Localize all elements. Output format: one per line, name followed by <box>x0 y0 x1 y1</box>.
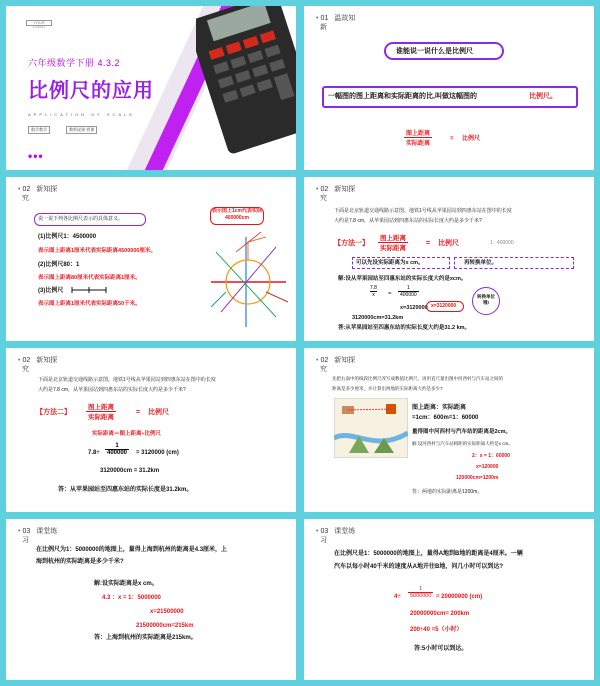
section-title-cont: 究 <box>22 195 29 202</box>
cover-tag-1: 数学教学 <box>28 126 50 134</box>
calc-fraction-den: 400000 <box>107 450 128 456</box>
problem-line-2: 大约是7.8 cm，从苹果园站到四惠东站的实际长度大约是多少千米? <box>38 387 186 393</box>
section-title: 新知探 <box>36 186 58 193</box>
proportion-right-den: 400000 <box>400 292 417 298</box>
definition-keyword: 比例尺。 <box>529 93 557 100</box>
hint-2: 再转换单位。 <box>464 260 498 266</box>
solution-step-3: 200÷40 =5（小时） <box>410 627 463 633</box>
proportion-right-num: 1 <box>406 285 410 291</box>
step-line-4: 解:设河西村与汽车站相距的实际距离大约是x cm。 <box>412 441 513 446</box>
proportion-right <box>398 285 419 298</box>
fraction-numerator: 图上距离 <box>406 131 431 137</box>
step-line-6: x=120000 <box>476 464 499 470</box>
answer-text: 答:从苹果园站至四惠东站的实际长度大约是31.2 km。 <box>338 325 471 331</box>
callout-text: 表示图上1cm代表实际400000cm <box>211 208 262 221</box>
scale-callout <box>210 207 264 225</box>
problem-line-2: 距离是多少厘米，并计算出两地的实际距离大约是多少? <box>332 386 443 391</box>
solution-step-1: 解:设实际距离是x cm。 <box>94 581 158 587</box>
slide-practice-2[interactable] <box>304 519 594 680</box>
item-1: (1)比例尺1：4500000 <box>38 234 97 240</box>
section-header: • 01 温故知 新 <box>316 14 376 32</box>
formula-fraction <box>378 233 408 252</box>
section-title: 新知探 <box>334 357 356 364</box>
unit-hint-text: 转换单位哦! <box>477 294 495 305</box>
result-bubble-text: x=3120000 <box>431 303 457 309</box>
formula-result: 比例尺 <box>438 240 459 247</box>
problem-line-2: 汽车以每小时40千米的速度从A地开往B地，问几小时可以到达? <box>334 564 504 570</box>
slide-explore-scale[interactable] <box>6 177 296 341</box>
section-number: 02 <box>22 186 31 193</box>
cover-english-title: APPLICATION OF SCALE <box>28 112 136 117</box>
section-title: 课堂练 <box>334 528 356 535</box>
formula-result: 比例尺 <box>148 409 169 416</box>
equals-sign: = <box>450 136 454 142</box>
solution-step-4: 21500000cm=215km <box>136 623 194 629</box>
solution-step-1-result: = 20000000 (cm) <box>436 594 483 600</box>
formula-fraction <box>404 128 432 147</box>
question-text: 谁能说一说什么是比例尺 <box>396 48 473 55</box>
section-header: • 03 课堂练 习 <box>18 527 78 545</box>
section-title-cont: 究 <box>22 366 29 373</box>
fraction-numerator: 图上距离 <box>380 235 406 242</box>
section-title: 课堂练 <box>36 528 58 535</box>
method-label: 【方法二】 <box>36 409 71 416</box>
slide-map-problem[interactable] <box>304 348 594 512</box>
hint-1: 可以先设实际距离为x cm。 <box>356 260 424 266</box>
section-number: 03 <box>320 528 329 535</box>
item-3: (3)比例尺 <box>38 288 64 294</box>
solution-step-3: x=21500000 <box>150 609 184 615</box>
cover-tag-2: 教师说课·授课 <box>66 126 97 134</box>
formula-fraction <box>86 402 116 421</box>
step-line-5: 2：x = 1：60000 <box>472 453 510 459</box>
proportion-left <box>370 285 377 298</box>
solution-fraction-num: 1 <box>419 586 423 592</box>
fraction-denominator: 实际距离 <box>86 411 116 421</box>
solution-step-3: x=3120000 <box>400 305 428 311</box>
fraction-denominator: 实际距离 <box>404 137 432 147</box>
slide-method-one[interactable] <box>304 177 594 341</box>
section-title: 新知探 <box>36 357 58 364</box>
section-number: 02 <box>22 357 31 364</box>
item-1-answer: 表示图上距离1厘米代表实际距离4500000厘米。 <box>38 248 156 254</box>
subway-map <box>206 232 292 332</box>
solution-step-2: 20000000cm= 200km <box>410 611 470 617</box>
problem-line-1: 在比例尺是1：5000000的地图上，量得A地到B地的距离是4厘米。一辆 <box>334 551 523 557</box>
section-title: 新知探 <box>334 186 356 193</box>
section-title-cont: 习 <box>320 537 327 544</box>
solution-fraction-den: 5000000 <box>410 593 432 599</box>
proportion-left-den: x <box>370 291 377 298</box>
section-header: • 03 课堂练 习 <box>316 527 376 545</box>
section-header: • 02 新知探 究 <box>18 185 78 203</box>
solution-step-4: 3120000cm=31.2km <box>352 315 404 321</box>
section-title-cont: 究 <box>320 195 327 202</box>
cover-title: 比例尺的应用 <box>28 78 154 102</box>
village-map <box>334 398 408 458</box>
unit-conversion: 3120000cm = 31.2km <box>100 468 160 474</box>
proportion-equals: = <box>388 291 392 297</box>
section-header: • 02 新知探 究 <box>316 356 376 374</box>
solution-step-1: 解:设从苹果园站至四惠东站的实际长度大约是xcm。 <box>338 276 467 282</box>
slide-practice-1[interactable] <box>6 519 296 680</box>
rule-text: 实际距离＝图上距离÷比例尺 <box>92 431 162 437</box>
answer-text: 答：两地的实际距离是1200m。 <box>412 489 483 495</box>
prompt-text: 说一说下列各比例尺表示的具体意义。 <box>38 216 124 222</box>
calc-fraction-num: 1 <box>115 443 119 449</box>
equals-sign: = <box>136 409 141 416</box>
fraction-numerator: 图上距离 <box>88 404 114 411</box>
answer-text: 答:5小时可以到达。 <box>414 646 468 652</box>
item-2-answer: 表示图上距离80厘米代表实际距离1厘米。 <box>38 275 141 281</box>
solution-step-2: 4.3 ：x = 1：5000000 <box>102 595 161 601</box>
section-header: • 02 新知探 究 <box>18 356 78 374</box>
calc-result: = 3120000 (cm) <box>136 450 179 456</box>
calculator-image <box>196 6 296 170</box>
section-title-cont: 习 <box>22 537 29 544</box>
step-line-1: 图上距离：实际距离 <box>412 405 467 411</box>
calc-fraction <box>105 443 129 456</box>
problem-line-2: 海到杭州的实际距离是多少千米? <box>36 559 124 565</box>
section-header: • 02 新知探 究 <box>316 185 376 203</box>
problem-line-1: 在比例尺为1：5000000的地图上，量得上海到杭州的距离是4.3厘米，上 <box>36 547 228 553</box>
equals-sign: = <box>426 240 431 247</box>
method-label: 【方法一】 <box>334 240 369 247</box>
logo-tag: YOUR LOGO <box>26 20 52 26</box>
section-title-cont: 新 <box>320 24 327 31</box>
section-number: 02 <box>320 357 329 364</box>
problem-line-1: 先把右面中的线段比例尺改写成数值比例尺，再用直尺量出图中河西村与汽车站之间的 <box>332 376 503 381</box>
formula-result: 比例尺 <box>462 136 481 142</box>
section-number: 02 <box>320 186 329 193</box>
fraction-denominator: 实际距离 <box>378 242 408 252</box>
definition-text: 一幅图的图上距离和实际距离的比,叫做这幅图的 <box>328 93 477 100</box>
scale-value: 1 : 400000 <box>490 240 514 246</box>
problem-line-1: 下面是北京轨道交通线路示意图。地铁1号线从苹果园站到四惠东站在图中的长度 <box>38 377 216 383</box>
problem-line-1: 下面是北京轨道交通线路示意图。地铁1号线从苹果园站到四惠东站在图中的长度 <box>334 208 512 214</box>
cover-dots: ••• <box>28 149 44 163</box>
item-3-answer: 表示图上距离1厘米代表实际距离50千米。 <box>38 301 141 307</box>
answer-text: 答：上海到杭州的实际距离是215km。 <box>94 635 197 641</box>
section-number: 01 <box>320 15 329 22</box>
slide-cover[interactable] <box>6 6 296 170</box>
problem-line-2: 大约是7.8 cm，从苹果园站到四惠东站的实际长度大约是多少千米? <box>334 218 482 224</box>
section-title-cont: 究 <box>320 366 327 373</box>
answer-text: 答：从苹果园站至四惠东站的实际长度是31.2km。 <box>58 487 193 493</box>
scale-bar-icon <box>70 284 110 294</box>
cover-subtitle: 六年级数学下册 4.3.2 <box>28 58 121 68</box>
calc-prefix: 7.8÷ <box>88 450 100 456</box>
solution-step-1-prefix: 4÷ <box>394 594 401 600</box>
step-line-3: 量得图中河西村与汽车站的距离是2cm。 <box>412 429 512 435</box>
step-line-7: 120000cm=1200m <box>456 475 499 481</box>
item-2: (2)比例尺80：1 <box>38 262 80 268</box>
proportion-left-num: 7.8 <box>370 285 377 291</box>
section-number: 03 <box>22 528 31 535</box>
step-line-2: =1cm：600m=1：60000 <box>412 415 479 421</box>
solution-fraction <box>408 586 433 599</box>
slide-method-two[interactable] <box>6 348 296 512</box>
slide-review[interactable] <box>304 6 594 170</box>
section-title: 温故知 <box>334 15 356 22</box>
